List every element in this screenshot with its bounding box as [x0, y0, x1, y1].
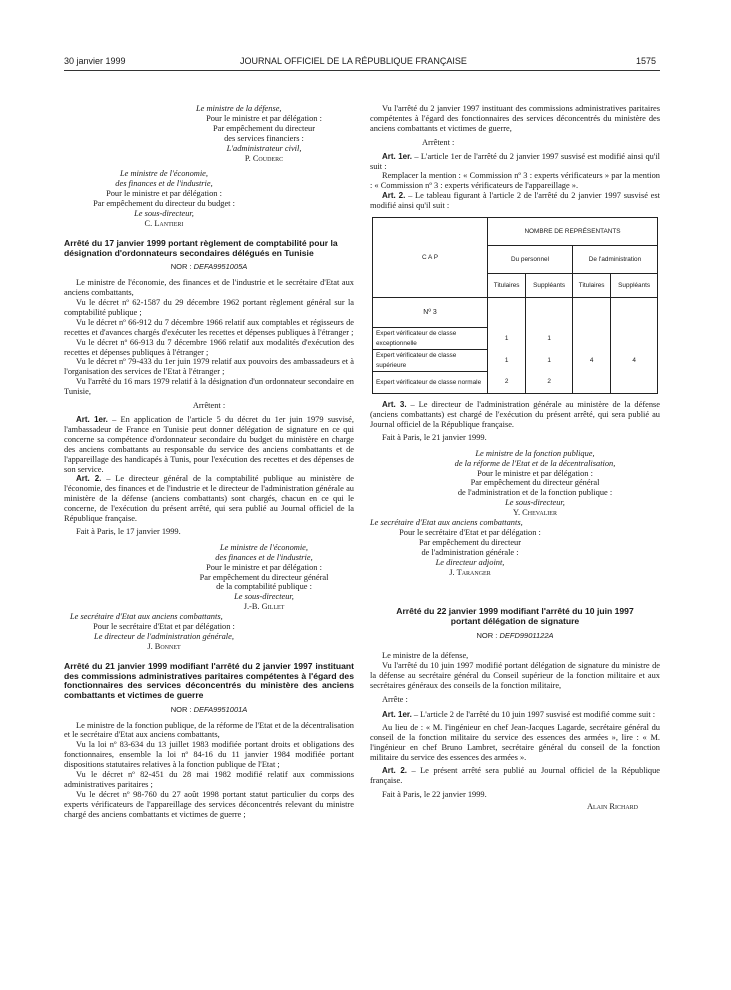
- signature-block-anciens-combattants: [64, 612, 354, 652]
- right-column: [370, 104, 660, 811]
- paragraph: Le ministre de la défense,: [382, 650, 469, 660]
- sig-line: Par empêchement du directeur: [212, 123, 316, 133]
- representatives-table: [372, 217, 658, 394]
- sig-line: Le ministre de la défense,: [196, 104, 282, 113]
- article-3: Art. 3. – Le directeur de l'administration générale au ministère de la défense (anciens combattants) est chargé de l'exécution du présent arrêté, qui sera publié au Journal officiel de la République française.: [370, 400, 660, 429]
- sig-line: Le ministre de l'économie,: [219, 542, 308, 552]
- signature-block-defense: [64, 104, 354, 163]
- sig-line: Par empêchement du directeur général: [199, 572, 329, 582]
- sig-name: P. Couderc: [244, 153, 284, 163]
- arrete-3-title: Arrêté du 22 janvier 1999 modifiant l'arrêté du 10 juin 1997 portant délégation de signature: [396, 606, 634, 627]
- paragraph: Le ministre de la fonction publique, de la réforme de l'Etat et de la décentralisation et le secrétaire d'Etat aux anciens combattants,: [64, 720, 354, 740]
- sig-line: Le secrétaire d'Etat aux anciens combattants,: [370, 518, 523, 528]
- sig-line: Pour le ministre et par délégation :: [106, 189, 222, 199]
- paragraph: Vu le décret nº 66-913 du 7 décembre 1966 relatif aux modalités d'exécution des recettes et dépenses publiques à l'étranger ;: [64, 337, 354, 357]
- article-2: Art. 2. – Le directeur général de la comptabilité publique au ministère de l'économie, des finances et de l'industrie et le directeur de l'administration générale au ministère de la défense (anciens combattants) sont chargés, chacun en ce qui le concerne, de l'exécution du présent arrêté, qui sera publié au Journal officiel de la République française.: [64, 474, 355, 524]
- signature-block-fonction-publique: [370, 449, 660, 518]
- table-header-suppleants: Suppléants: [526, 274, 573, 298]
- sig-line: des services financiers :: [224, 133, 304, 143]
- sig-line: Le sous-directeur,: [505, 498, 565, 508]
- table-cell: 1: [488, 328, 526, 350]
- table-header-titulaires: Titulaires: [488, 274, 526, 298]
- sig-line: de la comptabilité publique :: [216, 582, 312, 592]
- table-header-personnel: Du personnel: [488, 246, 573, 274]
- fait-a-paris: Fait à Paris, le 22 janvier 1999.: [382, 789, 487, 799]
- table-row-label: Expert vérificateur de classe exceptionnelle: [373, 328, 488, 350]
- paragraph: Au lieu de : « M. l'ingénieur en chef Jean-Jacques Lagarde, secrétaire général du conseil de la fonction militaire du service des essences des armées », lire : « M. l'ingénieur en chef Bruno Lambret, secrétaire général du conseil de la fonction militaire du service des essences des armées ».: [370, 723, 660, 762]
- fait-a-paris: Fait à Paris, le 17 janvier 1999.: [76, 526, 181, 536]
- paragraph: Vu le décret nº 98-760 du 27 août 1998 portant statut particulier du corps des experts vérificateurs de l'appareillage des services déconcentrés relevant du ministre chargé des anciens combattants et victimes de guerre ;: [64, 789, 354, 819]
- sig-line: de l'administration générale :: [421, 547, 519, 557]
- fait-a-paris: Fait à Paris, le 21 janvier 1999.: [382, 432, 487, 442]
- paragraph: Vu le décret nº 82-451 du 28 mai 1982 modifié relatif aux commissions administratives paritaires ;: [64, 770, 354, 789]
- arretent-label: Arrêtent :: [422, 137, 455, 147]
- paragraph: Le ministre de l'économie, des finances et de l'industrie et le secrétaire d'Etat aux anciens combattants,: [64, 278, 354, 298]
- sig-line: Pour le ministre et par délégation :: [206, 113, 322, 123]
- arretent-label: Arrêtent :: [192, 401, 226, 411]
- table-row: [373, 372, 658, 394]
- nor-reference: NOR : DEFA9951001A: [170, 704, 248, 714]
- sig-line: Pour le ministre et par délégation :: [477, 468, 593, 478]
- signature-block-economie: [64, 169, 354, 228]
- sig-line: Par empêchement du directeur du budget :: [93, 199, 235, 209]
- table-row-label: Expert vérificateur de classe normale: [373, 372, 488, 394]
- article-1: Art. 1er. – L'article 1er de l'arrêté du 2 janvier 1997 susvisé est modifié ainsi qu'il suit :: [370, 151, 660, 171]
- header-page-number: 1575: [636, 56, 657, 66]
- sig-name: C. Lantieri: [144, 218, 184, 228]
- paragraph: Remplacer la mention : « Commission nº 3 : experts vérificateurs » par la mention : « Commission nº 3 : experts vérificateurs de l'appareillage ».: [370, 171, 660, 191]
- paragraph: Vu l'arrêté du 2 janvier 1997 instituant des commissions administratives paritaires compétentes à l'égard des fonctionnaires des services déconcentrés du ministère des anciens combattants et victimes de guerre,: [370, 104, 660, 133]
- sig-line: Le ministre de la fonction publique,: [475, 448, 595, 458]
- table-cell-n3: Nº 3: [373, 298, 488, 328]
- left-column: [64, 104, 354, 820]
- table-cell: 4: [611, 350, 658, 372]
- sig-line: Le sous-directeur,: [134, 209, 194, 219]
- article-1: Art. 1er. – En application de l'article 5 du décret du 1er juin 1979 susvisé, l'ambassadeur de France en Tunisie peut donner délégation de signature en ce qui concerne sa compétence d'ordonnateur secondaire du budget du ministère en charge des anciens combattants au responsable du service des anciens combattants et de l'appareillage des handicapés à Tunis, pour l'exécution des recettes et des dépenses de son service.: [64, 414, 354, 474]
- article-1: Art. 1er. – L'article 2 de l'arrêté du 10 juin 1997 susvisé est modifié comme suit :: [382, 710, 656, 720]
- sig-line: Pour le secrétaire d'Etat et par délégation :: [93, 622, 235, 632]
- table-cell: 4: [572, 350, 610, 372]
- sig-line: Pour le secrétaire d'Etat et par délégation :: [399, 527, 541, 537]
- header-date: 30 janvier 1999: [64, 56, 126, 66]
- sig-line: Le directeur de l'administration générale,: [94, 632, 234, 641]
- table-header-administration: De l'administration: [572, 246, 657, 274]
- sig-name: J.-B. Gillet: [243, 602, 285, 612]
- article-2: Art. 2. – Le présent arrêté sera publié au Journal officiel de la République française.: [370, 765, 661, 785]
- table-cell: 1: [526, 328, 573, 350]
- sig-name: J. Bonnet: [147, 641, 181, 651]
- table-row: [373, 328, 658, 350]
- table-cell: 2: [526, 372, 573, 394]
- arrete-2-title: Arrêté du 21 janvier 1999 modifiant l'arrêté du 2 janvier 1997 instituant des commissions administratives paritaires compétentes à l'égard des fonctionnaires des services déconcentrés du ministère des anciens combattants et victimes de guerre: [64, 660, 354, 700]
- sig-line: L'administrateur civil,: [226, 143, 302, 153]
- nor-reference: NOR : DEFD9901122A: [476, 630, 554, 640]
- sig-line: de la réforme de l'Etat et de la décentralisation,: [454, 458, 616, 468]
- sig-line: Pour le ministre et par délégation :: [206, 562, 322, 572]
- table-row: [373, 350, 658, 372]
- paragraph: Vu le décret nº 66-912 du 7 décembre 1966 relatif aux comptables et régisseurs de recettes et d'avances chargés d'exécuter les recettes et dépenses publiques à l'étranger ;: [64, 317, 354, 337]
- article-2: Art. 2. – Le tableau figurant à l'article 2 de l'arrêté du 2 janvier 1997 susvisé est modifié ainsi qu'il suit :: [370, 191, 660, 211]
- header-journal-title: JOURNAL OFFICIEL DE LA RÉPUBLIQUE FRANÇAISE: [240, 56, 467, 66]
- table-header-titulaires: Titulaires: [572, 274, 610, 298]
- sig-line: des finances et de l'industrie,: [215, 552, 313, 562]
- table-cell: 2: [488, 372, 526, 394]
- sig-line: de l'administration et de la fonction publique :: [457, 488, 613, 498]
- table-cell: 1: [488, 350, 526, 372]
- table-row-label: Expert vérificateur de classe supérieure: [373, 350, 488, 372]
- arrete-label: Arrête :: [382, 695, 408, 705]
- table-header-nombre: NOMBRE DE REPRÉSENTANTS: [488, 218, 658, 246]
- sig-line: Le ministre de l'économie,: [119, 169, 208, 179]
- sig-line: des finances et de l'industrie,: [115, 179, 213, 189]
- sig-name: Alain Richard: [586, 801, 638, 811]
- paragraph: Vu l'arrêté du 10 juin 1997 modifié portant délégation de signature du ministre de la défense au secrétaire général du Conseil supérieur de la fonction militaire et aux secrétaires généraux des conseils de la fonction militaire,: [370, 660, 660, 690]
- sig-name: J. Taranger: [449, 567, 491, 577]
- paragraph: Vu la loi nº 83-634 du 13 juillet 1983 modifiée portant droits et obligations des fonctionnaires, ensemble la loi nº 84-16 du 11 janvier 1984 modifiée portant dispositions statutaires relatives à la fonction publique de l'Etat ;: [64, 740, 354, 770]
- header-rule: [64, 70, 660, 71]
- paragraph: Vu l'arrêté du 16 mars 1979 relatif à la désignation d'un ordonnateur secondaire en Tunisie,: [64, 377, 354, 397]
- paragraph: Vu le décret nº 79-433 du 1er juin 1979 relatif aux pouvoirs des ambassadeurs et à l'organisation des services de l'Etat à l'étranger ;: [64, 357, 354, 377]
- table-header-suppleants: Suppléants: [611, 274, 658, 298]
- sig-name: Y. Chevalier: [513, 508, 557, 518]
- sig-line: Le secrétaire d'Etat aux anciens combattants,: [70, 612, 223, 622]
- signature-block-anciens-combattants-2: [370, 518, 660, 577]
- sig-line: Le sous-directeur,: [234, 592, 294, 602]
- sig-line: Le directeur adjoint,: [435, 557, 505, 567]
- paragraph: Vu le décret nº 62-1587 du 29 décembre 1962 portant règlement général sur la comptabilité publique ;: [64, 298, 354, 317]
- signature-block-economie-2: [64, 543, 354, 612]
- table-header-cap: C A P: [373, 218, 488, 298]
- sig-line: Par empêchement du directeur général: [470, 478, 600, 488]
- table-cell: 1: [526, 350, 573, 372]
- arrete-1-title: Arrêté du 17 janvier 1999 portant règlement de comptabilité pour la désignation d'ordonnateurs secondaires délégués en Tunisie: [64, 237, 338, 258]
- sig-line: Par empêchement du directeur: [418, 537, 522, 547]
- nor-reference: NOR : DEFA9951005A: [170, 262, 248, 272]
